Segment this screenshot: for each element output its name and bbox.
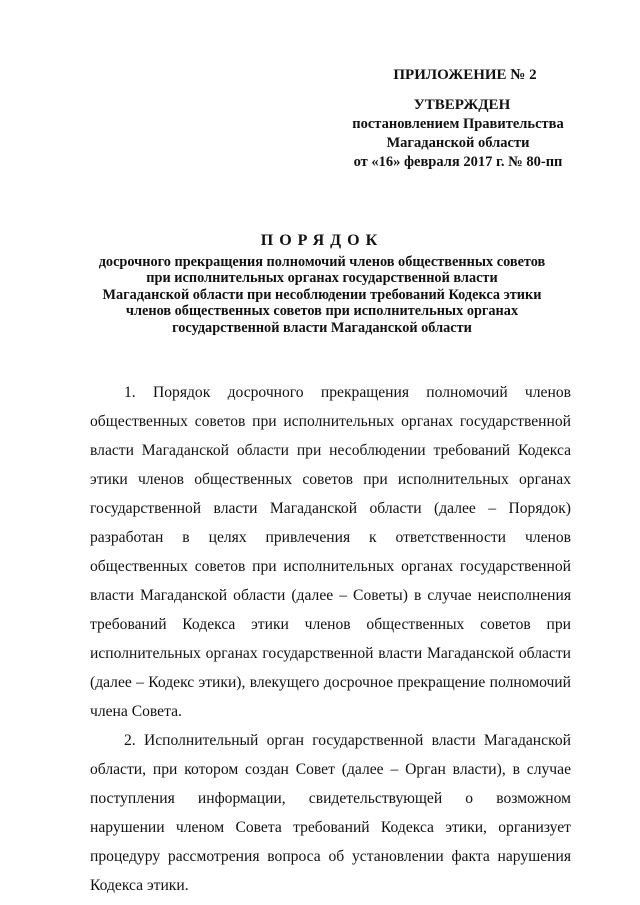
subtitle-line: досрочного прекращения полномочий членов общественных советов	[98, 254, 546, 270]
title-heading: ПОРЯДОК	[260, 232, 384, 249]
document-body	[90, 378, 571, 900]
subtitle-line: Магаданской области при несоблюдении требований Кодекса этики	[102, 286, 542, 303]
paragraph-2: 2. Исполнительный орган государственной власти Магаданской области, при котором создан Совет (далее – Орган власти), в случае поступления информации, свидетельствующей о возможном нарушении членом Совета требований Кодекса этики, организует процедуру рассмотрения вопроса об установлении факта нарушения Кодекса этики.	[90, 732, 571, 894]
subtitle-line: при исполнительных органах государственной власти	[146, 270, 498, 287]
approved-label: УТВЕРЖДЕН	[413, 96, 511, 113]
approval-date: от «16» февраля 2017 г. № 80-пп	[353, 153, 563, 170]
subtitle-line: членов общественных советов при исполнительных органах	[125, 303, 519, 320]
approval-line: постановлением Правительства	[352, 116, 564, 132]
title-subtitle	[82, 254, 562, 336]
document-title	[82, 232, 562, 336]
approval-line: Магаданской области	[386, 134, 530, 151]
appendix-number: ПРИЛОЖЕНИЕ № 2	[393, 67, 537, 83]
subtitle-line: государственной власти Магаданской области	[172, 319, 472, 336]
paragraph-1: 1. Порядок досрочного прекращения полномочий членов общественных советов при исполнительных органах государственной власти Магаданской области при несоблюдении требований Кодекса этики членов общественных советов при исполнительных органах государственной власти Магаданской области (далее – Порядок) разработан в целях привлечения к ответственности членов общественных советов при исполнительных органах государственной власти Магаданской области (далее – Советы) в случае неисполнения требований Кодекса этики членов общественных советов при исполнительных органах государственной власти Магаданской области (далее – Кодекс этики), влекущего досрочное прекращение полномочий члена Совета.	[90, 384, 571, 720]
approval-block	[343, 66, 573, 172]
